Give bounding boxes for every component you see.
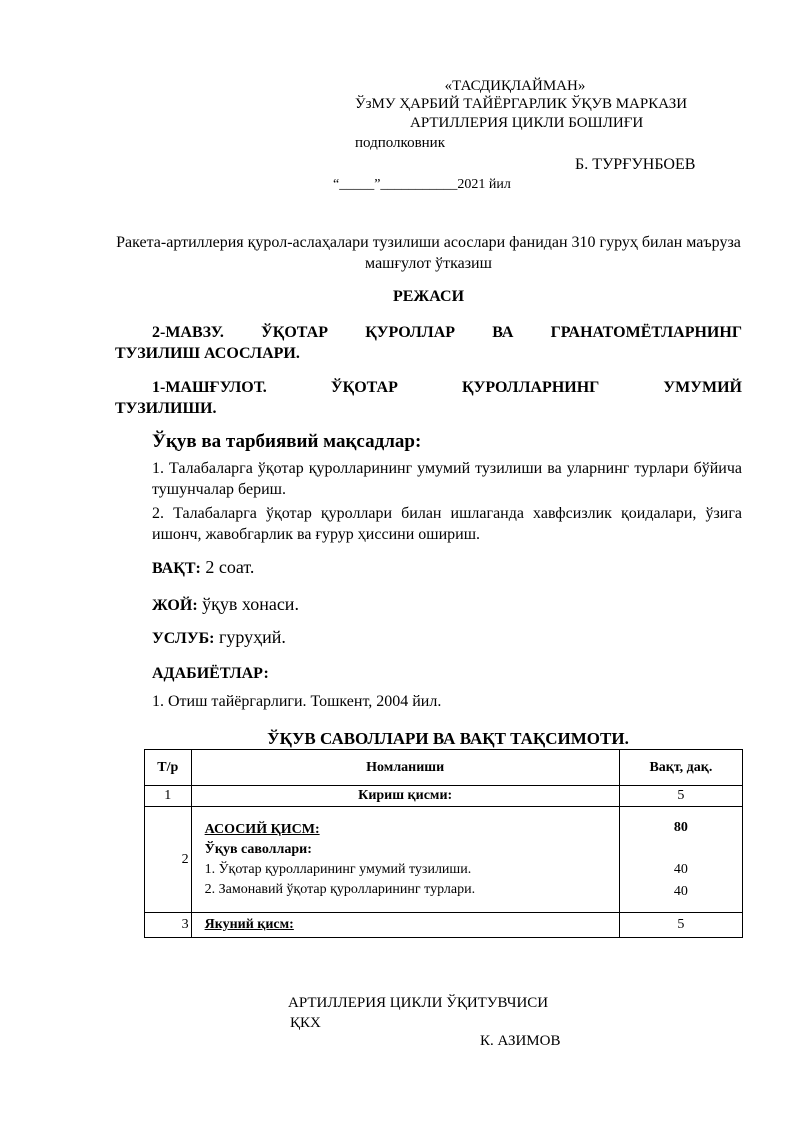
topic-line-2: ТУЗИЛИШ АСОСЛАРИ. [115, 345, 300, 362]
goals-list [115, 458, 742, 548]
time-value: 2 соат. [200, 557, 255, 577]
question-item: 1. Ўқотар қуролларининг умумий тузилиши. [204, 861, 472, 877]
question-time: 40 [673, 883, 688, 899]
place-label: ЖОЙ: [152, 597, 198, 614]
approval-date: “_____”___________2021 йил [333, 177, 511, 192]
header-number: Т/р [145, 750, 192, 786]
place-value: ўқув хонаси. [197, 594, 299, 614]
approval-cycle-head: АРТИЛЛЕРИЯ ЦИКЛИ БОШЛИҒИ [410, 115, 644, 131]
plan-title: РЕЖАСИ [392, 288, 465, 305]
main-part-time: 80 [673, 819, 688, 835]
goals-heading: Ўқув ва тарбиявий мақсадлар: [152, 431, 422, 452]
lesson-line-1: 1-МАШҒУЛОТ. ЎҚОТАР ҚУРОЛЛАРНИНГ УМУМИЙ [152, 379, 742, 396]
table-row [145, 807, 743, 913]
row-number: 3 [145, 913, 192, 938]
table-row [145, 913, 743, 938]
header-name: Номланиши [191, 750, 619, 786]
row-time: 5 [619, 913, 742, 938]
main-part-label: АСОСИЙ ҚИСМ: [204, 821, 320, 837]
literature-heading: АДАБИЁТЛАР: [152, 665, 269, 682]
questions-heading: Ўқув саволлари: [204, 841, 312, 857]
table-header-row [145, 750, 743, 786]
row-name: Кириш қисми: [191, 786, 619, 807]
method-label: УСЛУБ: [152, 630, 215, 647]
time-distribution-table [144, 749, 743, 938]
question-item: 2. Замонавий ўқотар қуролларининг турлари. [204, 881, 476, 897]
topic-line-1: 2-МАВЗУ. ЎҚОТАР ҚУРОЛЛАР ВА ГРАНАТОМЁТЛАРНИНГ [152, 324, 742, 341]
question-time: 40 [673, 861, 688, 877]
header-time: Вақт, дақ. [619, 750, 742, 786]
row-number: 1 [145, 786, 192, 807]
table-title: ЎҚУВ САВОЛЛАРИ ВА ВАҚТ ТАҚСИМОТИ. [267, 729, 629, 748]
row-time: 5 [619, 786, 742, 807]
approval-title: «ТАСДИҚЛАЙМАН» [444, 78, 586, 94]
approval-rank: подполковник [355, 135, 445, 151]
goal-item: 2. Талабаларга ўқотар қуроллари билан ишлаганда хавфсизлик қоидалари, ўзига ишонч, жавобгарлик ва ғурур ҳиссини ошириш. [152, 505, 742, 543]
goal-item: 1. Талабаларга ўқотар қуролларининг умумий тузилиши ва уларнинг турлари бўйича тушунчалар бериш. [152, 460, 742, 498]
time-label: ВАҚТ: [152, 560, 201, 577]
place-param [152, 594, 299, 615]
row-main-part [191, 807, 619, 913]
method-param [152, 627, 286, 648]
row-name: Якуний қисм: [191, 913, 619, 938]
lesson-line-2: ТУЗИЛИШИ. [115, 400, 217, 417]
time-param [152, 557, 254, 578]
method-value: гуруҳий. [214, 627, 286, 647]
table-row [145, 786, 743, 807]
row-number: 2 [145, 807, 192, 913]
literature-item: 1. Отиш тайёргарлиги. Тошкент, 2004 йил. [152, 693, 442, 710]
lesson-heading [115, 377, 742, 419]
lesson-subject: Ракета-артиллерия қурол-аслаҳалари тузилиши асослари фанидан 310 гуруҳ билан маъруза машғулот ўтказиш [116, 234, 741, 272]
signature-rank: ҚКХ [290, 1015, 321, 1031]
approval-center-name: ЎзМУ ҲАРБИЙ ТАЙЁРГАРЛИК ЎҚУВ МАРКАЗИ [355, 96, 688, 112]
row-times [619, 807, 742, 913]
topic-heading [115, 322, 742, 364]
signature-name: К. АЗИМОВ [480, 1033, 561, 1049]
signature-position: АРТИЛЛЕРИЯ ЦИКЛИ ЎҚИТУВЧИСИ [288, 995, 549, 1011]
approval-name: Б. ТУРҒУНБОЕВ [575, 156, 696, 173]
